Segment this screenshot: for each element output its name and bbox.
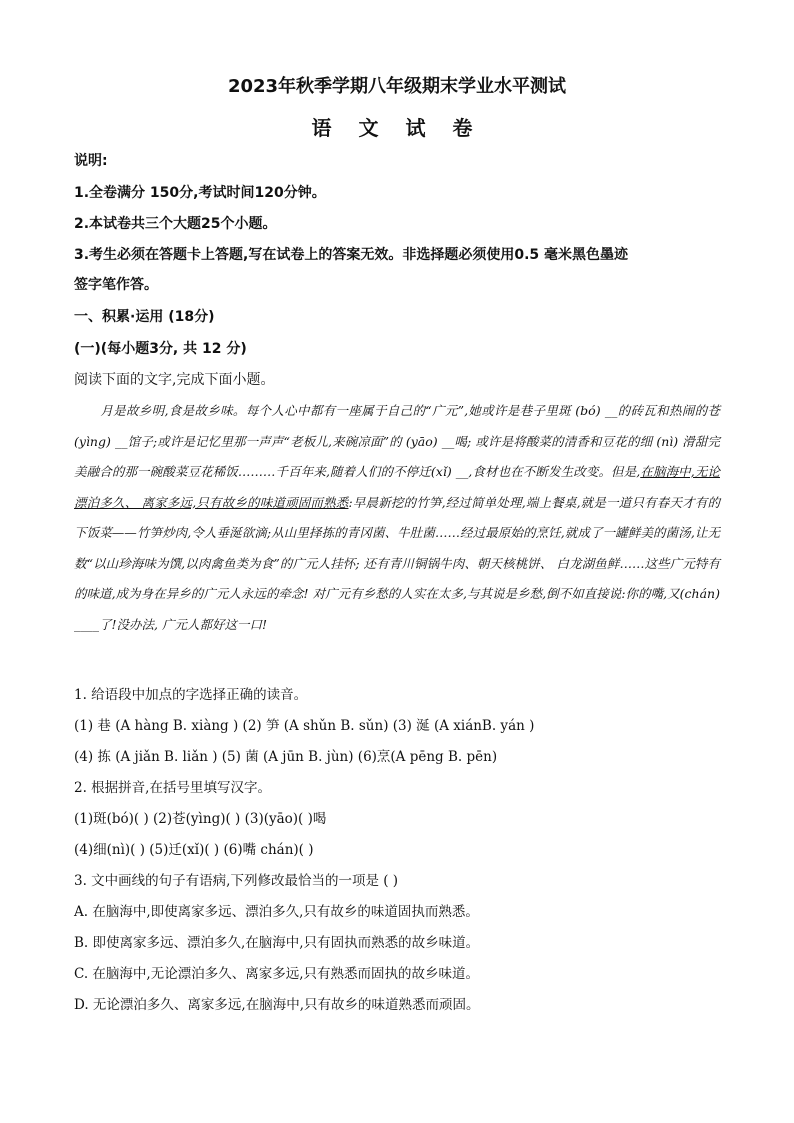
answer-option: C. 在脑海中,无论漂泊多久、离家多远,只有熟悉而固执的故乡味道。	[74, 966, 480, 982]
passage-text: 月是故乡明,食是故乡味。每个人心中都有一座属于自己的“广元”,她或许是巷子里斑 (bó) __的砖瓦和热闹的苍(yìng) __馆子;或许是记忆里那一声声“老板儿,来碗凉面”的 (yāo) __喝; 或许是将酸菜的清香和豆花的细 (nì) 滑甜完美融合的那一碗酸菜豆花稀饭………千百年来,随着人们的不停迁(xǐ) __,食材也在不断发生改变。但是,	[74, 403, 720, 479]
question-stem: 3. 文中画线的句子有语病,下列修改最恰当的一项是 ( )	[74, 873, 399, 889]
exam-title: 2023年秋季学期八年级期末学业水平测试	[227, 76, 567, 97]
sub-section-heading: (一)(每小题3分, 共 12 分)	[74, 341, 247, 357]
note-item: 3.考生必须在答题卡上答题,写在试卷上的答案无效。非选择题必须使用0.5 毫米黑色墨迹	[74, 247, 629, 263]
section-heading: 一、积累·运用 (18分)	[74, 309, 215, 325]
answer-option: D. 无论漂泊多久、离家多远,在脑海中,只有故乡的味道熟悉而顽固。	[74, 997, 480, 1013]
answer-option: A. 在脑海中,即使离家多远、漂泊多久,只有故乡的味道固执而熟悉。	[74, 904, 479, 920]
question-stem: 1. 给语段中加点的字选择正确的读音。	[74, 687, 308, 703]
question-row: (1)斑(bó)( ) (2)苍(yìng)( ) (3)(yāo)( )喝	[74, 811, 327, 827]
note-item: 2.本试卷共三个大题25个小题。	[74, 216, 277, 232]
paper-title: 语 文 试 卷	[311, 116, 483, 140]
reading-passage	[74, 396, 720, 640]
reading-instruction: 阅读下面的文字,完成下面小题。	[74, 372, 275, 388]
question-stem: 2. 根据拼音,在括号里填写汉字。	[74, 780, 271, 796]
passage-text: :早晨新挖的竹笋,经过简单处理,端上餐桌,就是一道只有春天才有的下饭菜——竹笋炒肉,令人垂涎欲滴;从山里择拣的青冈菌、牛肚菌……经过最原始的烹饪,就成了一罐鲜美的菌汤,让无数“以山珍海味为馔,以肉禽鱼类为食”的广元人挂怀; 还有青川铜锅牛肉、朝天核桃饼、 白龙湖鱼鲜……这些广元特有的味道,成为身在异乡的广元人永远的牵念! 对广元有乡愁的人实在太多,与其说是乡愁,倒不如直接说:你的嘴,又(chán) ____了!没办法, 广元人都好这一口!	[74, 494, 721, 632]
note-item: 签字笔作答。	[74, 277, 158, 293]
notes-heading: 说明:	[74, 153, 108, 169]
answer-option: B. 即使离家多远、漂泊多久,在脑海中,只有固执而熟悉的故乡味道。	[74, 935, 480, 951]
question-row: (4)细(nì)( ) (5)迁(xǐ)( ) (6)嘴 chán)( )	[74, 842, 314, 858]
underlined-sentence: 在脑海中,无论漂泊多久、 离家多远,只有故乡的味道顽固而熟悉	[74, 464, 720, 510]
question-row: (1) 巷 (A hàng B. xiàng ) (2) 笋 (A shǔn B. sǔn) (3) 涎 (A xiánB. yán )	[74, 718, 535, 734]
question-row: (4) 拣 (A jiǎn B. liǎn ) (5) 菌 (A jūn B. jùn) (6)烹(A pēng B. pēn)	[74, 749, 498, 765]
note-item: 1.全卷满分 150分,考试时间120分钟。	[74, 185, 326, 201]
